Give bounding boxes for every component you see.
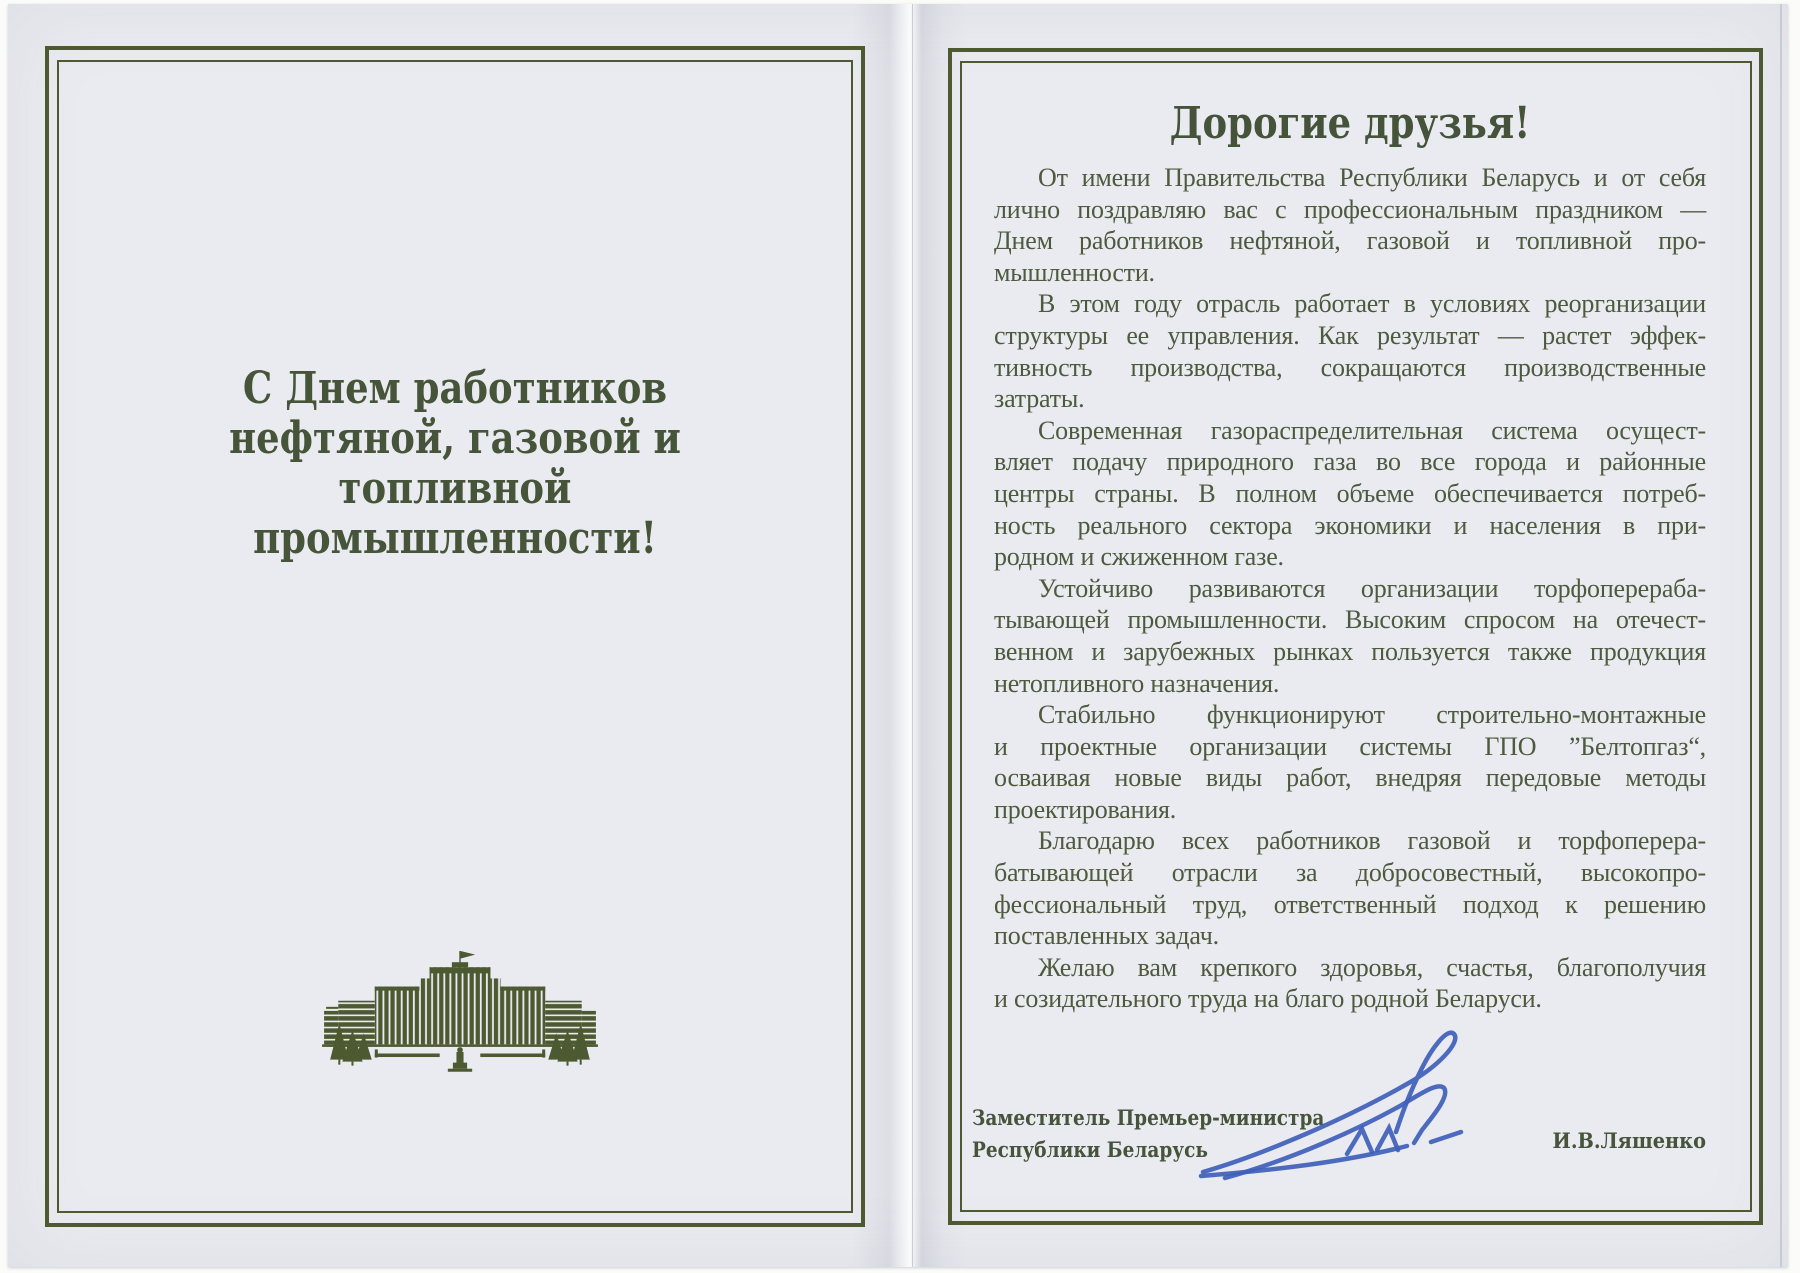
letter-paragraph [994,288,1706,414]
text-line: С Днем работников [242,363,668,414]
cover-title [121,364,790,564]
letter-body [994,162,1706,1015]
text-line: поставленных задач. [994,921,1219,951]
text-line: вляет подачу природного газа во все города и районные [994,447,1706,477]
text-line: В этом году отрасль работает в условиях реорганизации [1038,289,1706,319]
text-line: Республики Беларусь [972,1137,1208,1162]
text-line: проектирования. [994,794,1177,824]
text-line: Желаю вам крепкого здоровья, счастья, благополучия [1038,952,1706,982]
text-line: затраты. [994,384,1085,414]
text-line: тивность производства, сокращаются производственные [994,352,1706,382]
text-line: Благодарю всех работников газовой и торфоперера- [1038,826,1706,856]
letter-paragraph [994,952,1706,1015]
text-line: Стабильно функционируют строительно-монтажные [1038,700,1706,730]
letter-heading: Дорогие друзья! [1169,98,1531,149]
letter-paragraph [994,573,1706,699]
text-line: Днем работников нефтяной, газовой и топливной про- [994,226,1706,256]
letter-paragraph [994,825,1706,951]
text-line: промышленности! [253,513,657,564]
text-line: ность реального сектора экономики и населения в при- [994,510,1706,540]
text-line: и проектные организации системы ГПО ”Белтопгаз“, [994,731,1706,761]
card-edge [1780,4,1782,1267]
text-line: Современная газораспределительная система осущест- [1038,415,1706,445]
government-building-engraving [318,950,602,1087]
text-line: и созидательного труда на благо родной Беларуси. [994,984,1542,1014]
text-line: осваивая новые виды работ, внедряя передовые методы [994,763,1706,793]
text-line: родном и сжиженном газе. [994,542,1284,572]
letter-paragraph [994,699,1706,825]
text-line: батывающей отрасли за добросовестный, высокопро- [994,858,1706,888]
text-line: структуры ее управления. Как результат — растет эффек- [994,320,1706,350]
text-line: нетопливного назначения. [994,668,1280,698]
letter-paragraph [994,162,1706,288]
text-line: фессиональный труд, ответственный подход к решению [994,889,1706,919]
text-line: нефтяной, газовой и топливной [229,413,681,514]
text-line: венном и зарубежных рынках пользуется также продукция [994,636,1706,666]
text-line: центры страны. В полном объеме обеспечивается потреб- [994,478,1706,508]
text-line: От имени Правительства Республики Беларусь и от себя [1038,163,1706,192]
text-line: лично поздравляю вас с профессиональным праздником — [994,194,1706,224]
text-line: Устойчиво развиваются организации торфоперераба- [1038,573,1706,603]
text-line: мышленности. [994,257,1155,287]
text-line: Заместитель Премьер-министра [972,1105,1325,1130]
signatory-name: И.В.Ляшенко [1552,1128,1706,1153]
text-line: тывающей промышленности. Высоким спросом на отечест- [994,605,1706,635]
handwritten-signature [1195,1022,1540,1192]
letter-paragraph [994,415,1706,573]
